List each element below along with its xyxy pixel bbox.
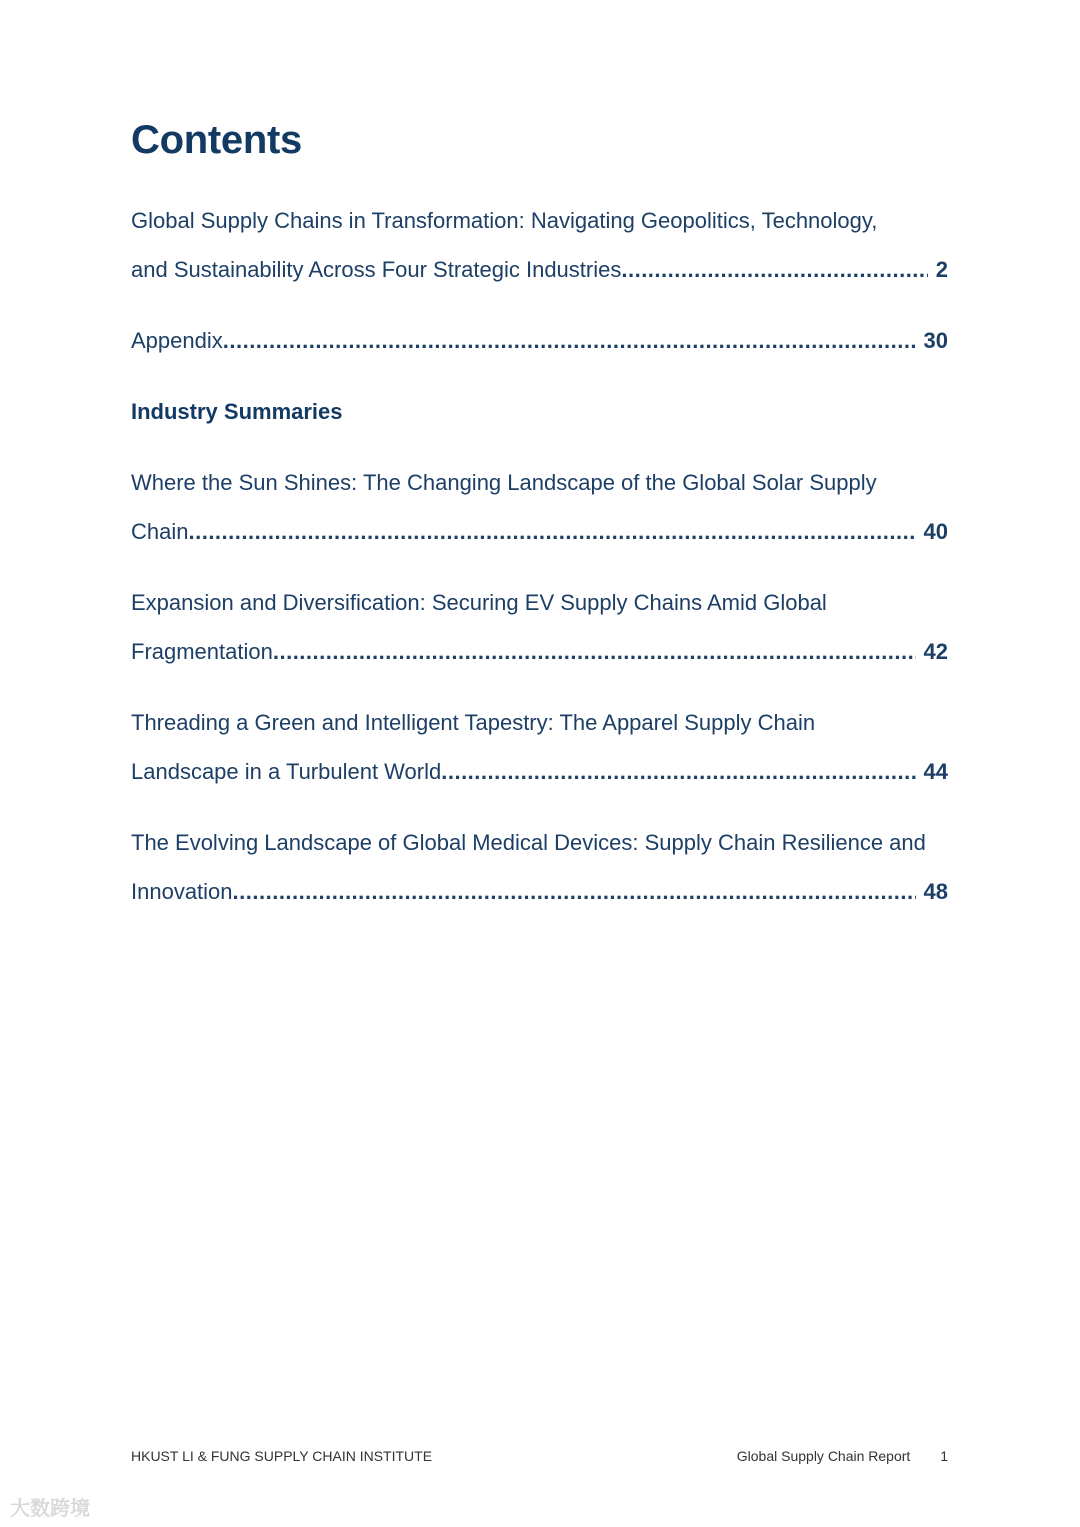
dot-leader: [273, 627, 916, 676]
footer-right: [737, 1448, 948, 1464]
dot-leader: [223, 316, 916, 365]
toc-entry-text: and Sustainability Across Four Strategic Industries: [131, 257, 622, 282]
toc-entry-medical-line2[interactable]: [131, 867, 948, 916]
toc-entry-text: Landscape in a Turbulent World: [131, 759, 442, 784]
dot-leader: [621, 245, 927, 294]
page-footer: [131, 1448, 948, 1464]
dot-leader: [233, 867, 916, 916]
dot-leader: [441, 747, 915, 796]
toc-entry-ev-line2[interactable]: [131, 627, 948, 676]
toc-entry-apparel-line1[interactable]: Threading a Green and Intelligent Tapestry: The Apparel Supply Chain: [131, 710, 816, 735]
toc-entry-text: Fragmentation: [131, 639, 273, 664]
toc-page-number: 48: [923, 879, 948, 904]
footer-institute: HKUST LI & FUNG SUPPLY CHAIN INSTITUTE: [131, 1448, 433, 1464]
toc-page-number: 44: [923, 759, 948, 784]
toc-page-number: 40: [923, 519, 948, 544]
toc-page-number: 42: [923, 639, 948, 664]
toc-entry-solar-line2[interactable]: [131, 507, 948, 556]
toc-entry-apparel-line2[interactable]: [131, 747, 948, 796]
toc-entry-solar-line1[interactable]: Where the Sun Shines: The Changing Landscape of the Global Solar Supply: [131, 470, 877, 495]
toc-page-number: 30: [923, 328, 948, 353]
toc-entry-global-line2[interactable]: [131, 245, 948, 294]
dot-leader: [188, 507, 915, 556]
toc-entry-ev-line1[interactable]: Expansion and Diversification: Securing EV Supply Chains Amid Global: [131, 590, 827, 615]
footer-report-title: Global Supply Chain Report: [736, 1448, 911, 1464]
footer-page-number: 1: [940, 1448, 948, 1464]
table-of-contents: [131, 196, 948, 916]
toc-entry-text: Innovation: [131, 879, 233, 904]
section-heading-industry-summaries: Industry Summaries: [131, 399, 343, 424]
page-title: Contents: [131, 118, 302, 162]
toc-entry-text: Chain: [131, 519, 189, 544]
watermark: 大数跨境: [10, 1498, 90, 1520]
toc-entry-medical-line1[interactable]: The Evolving Landscape of Global Medical Devices: Supply Chain Resilience and: [131, 830, 926, 855]
toc-entry-appendix[interactable]: [131, 316, 948, 365]
toc-page-number: 2: [935, 257, 948, 282]
toc-entry-text: Appendix: [131, 328, 223, 353]
toc-entry-global-line1[interactable]: Global Supply Chains in Transformation: Navigating Geopolitics, Technology,: [131, 208, 878, 233]
